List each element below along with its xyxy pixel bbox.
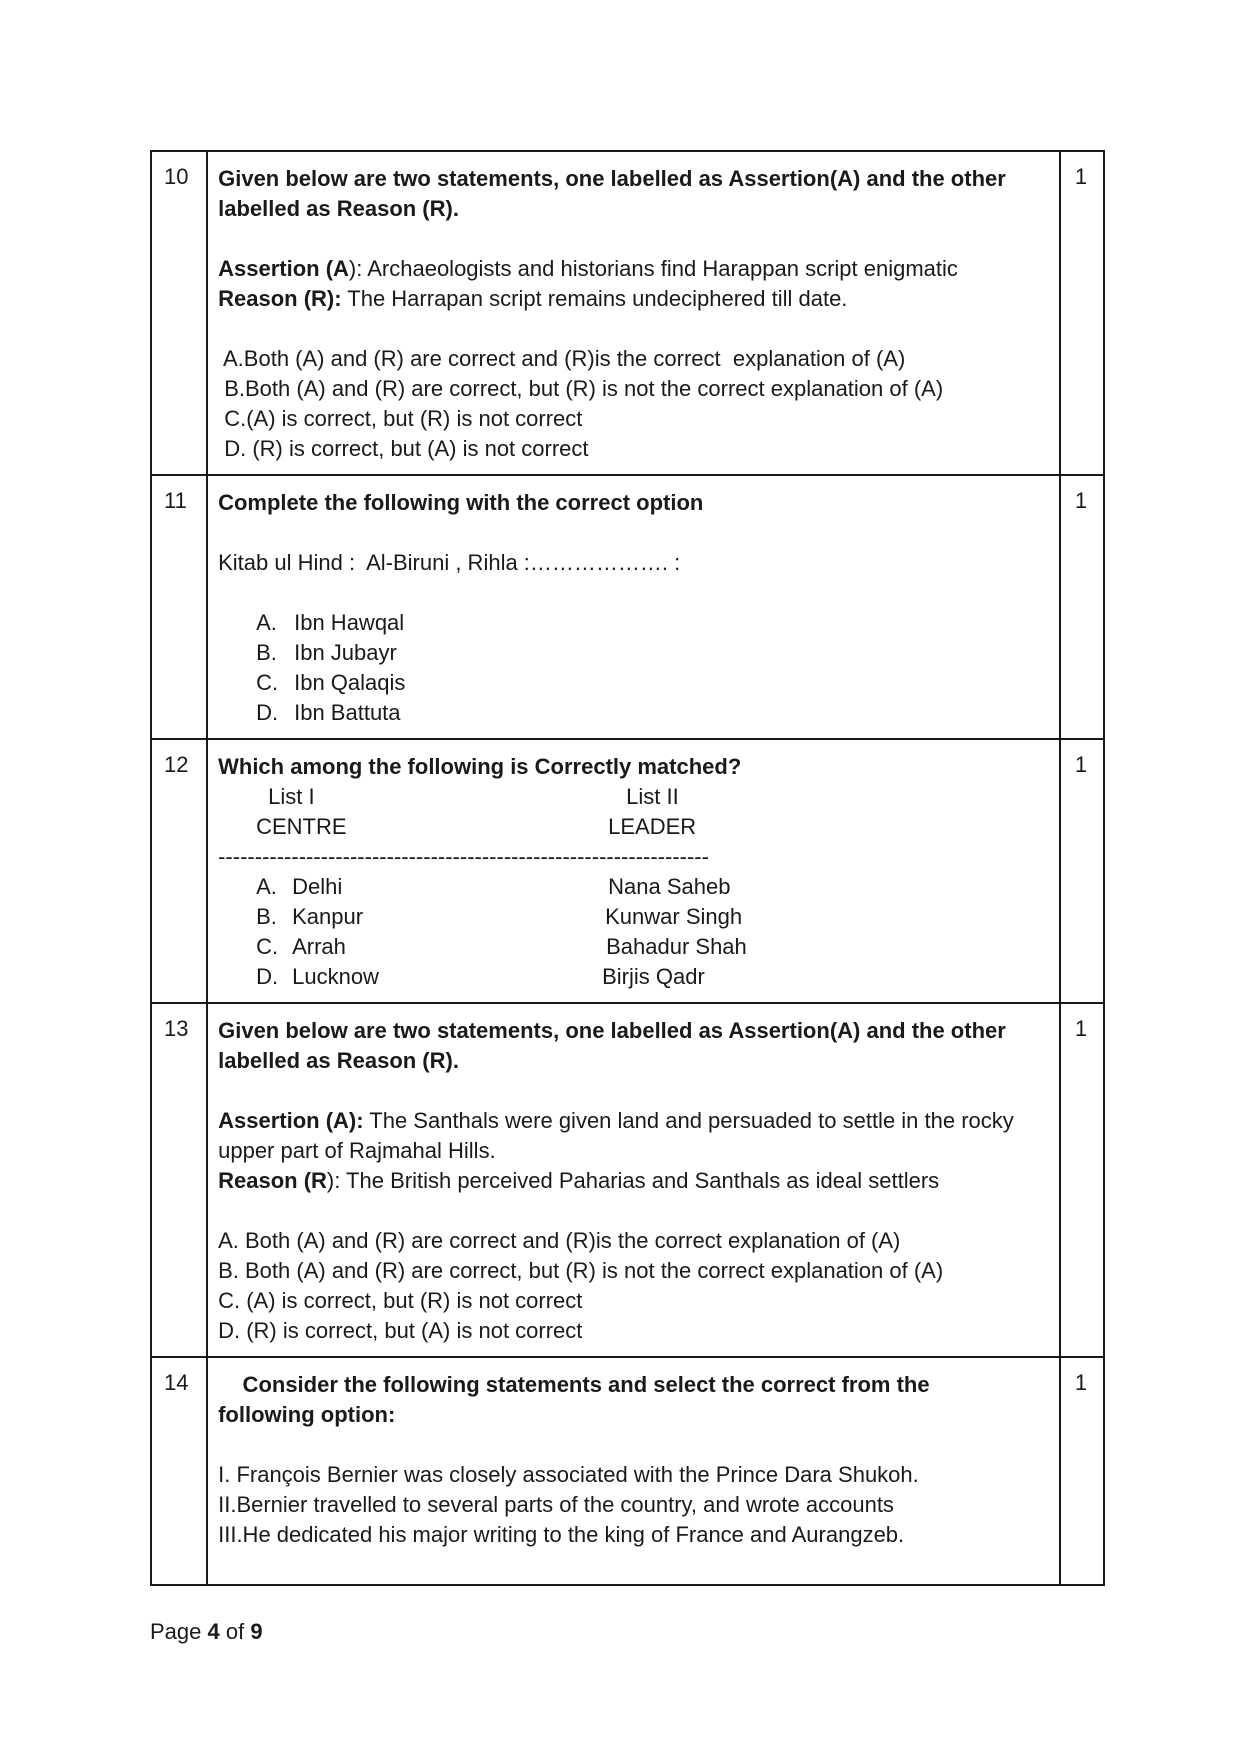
row-letter: B. — [256, 904, 277, 929]
question-row-14 — [151, 1357, 1104, 1585]
footer-total-pages: 9 — [250, 1619, 263, 1644]
row-left: Delhi — [292, 874, 343, 899]
option: B.Both (A) and (R) are correct, but (R) is not the correct explanation of (A) — [218, 376, 944, 401]
reason-label: Reason (R): — [218, 286, 342, 311]
reason-text: ): The British perceived Paharias and Santhals as ideal settlers — [326, 1168, 940, 1193]
question-heading: Complete the following with the correct option — [218, 490, 704, 515]
option: D. (R) is correct, but (A) is not correct — [218, 436, 589, 461]
question-body — [207, 475, 1060, 739]
question-marks: 1 — [1060, 151, 1104, 475]
assertion-text: ): Archaeologists and historians find Harappan script enigmatic — [348, 256, 958, 281]
match-row — [218, 932, 1049, 962]
option: D. (R) is correct, but (A) is not correct — [218, 1318, 583, 1343]
option-letter: C. — [256, 670, 279, 695]
question-number: 13 — [151, 1003, 207, 1357]
option-letter: B. — [256, 640, 277, 665]
question-body — [207, 1357, 1060, 1585]
option-text: Ibn Hawqal — [294, 610, 405, 635]
page-footer — [150, 1617, 263, 1647]
row-letter: A. — [256, 874, 277, 899]
reason — [218, 1166, 1049, 1196]
question-row-13 — [151, 1003, 1104, 1357]
question-heading: following option: — [218, 1402, 396, 1427]
question-number: 12 — [151, 739, 207, 1003]
column-headers — [218, 812, 1049, 842]
row-right: Kunwar Singh — [605, 904, 743, 929]
question-number: 11 — [151, 475, 207, 739]
reason-label: Reason (R — [218, 1168, 327, 1193]
match-row — [218, 872, 1049, 902]
question-number: 10 — [151, 151, 207, 475]
row-right: Birjis Qadr — [602, 964, 705, 989]
row-left: Kanpur — [292, 904, 364, 929]
question-prompt: Kitab ul Hind : Al-Biruni , Rihla :………………. : — [218, 550, 681, 575]
question-body — [207, 1003, 1060, 1357]
question-row-12 — [151, 739, 1104, 1003]
question-heading: Which among the following is Correctly matched? — [218, 754, 742, 779]
question-row-10 — [151, 151, 1104, 475]
footer-prefix: Page — [150, 1619, 208, 1644]
option: B. Both (A) and (R) are correct, but (R) is not the correct explanation of (A) — [218, 1258, 944, 1283]
option — [218, 668, 1049, 698]
row-left: Arrah — [292, 934, 346, 959]
option-letter: D. — [256, 700, 279, 725]
reason — [218, 284, 1049, 314]
question-row-11 — [151, 475, 1104, 739]
question-heading: Given below are two statements, one labelled as Assertion(A) and the other — [218, 1018, 1006, 1043]
assertion-continued: upper part of Rajmahal Hills. — [218, 1138, 496, 1163]
option-text: Ibn Qalaqis — [294, 670, 406, 695]
statement: III.He dedicated his major writing to the king of France and Aurangzeb. — [218, 1522, 905, 1547]
option-text: Ibn Jubayr — [294, 640, 397, 665]
option: A. Both (A) and (R) are correct and (R)is the correct explanation of (A) — [218, 1228, 901, 1253]
row-letter: C. — [256, 934, 279, 959]
question-heading: labelled as Reason (R). — [218, 196, 459, 221]
question-heading: labelled as Reason (R). — [218, 1048, 459, 1073]
col1-header: CENTRE — [256, 814, 347, 839]
question-heading: Consider the following statements and select the correct from the — [218, 1372, 930, 1397]
row-letter: D. — [256, 964, 279, 989]
option: C.(A) is correct, but (R) is not correct — [218, 406, 583, 431]
list-labels — [218, 782, 1049, 812]
question-marks: 1 — [1060, 1357, 1104, 1585]
assertion-text: The Santhals were given land and persuaded to settle in the rocky — [363, 1108, 1014, 1133]
question-body — [207, 151, 1060, 475]
statement: I. François Bernier was closely associated with the Prince Dara Shukoh. — [218, 1462, 919, 1487]
match-row — [218, 962, 1049, 992]
option — [218, 608, 1049, 638]
question-marks: 1 — [1060, 1003, 1104, 1357]
question-marks: 1 — [1060, 475, 1104, 739]
assertion — [218, 1106, 1049, 1136]
assertion — [218, 254, 1049, 284]
row-right: Nana Saheb — [608, 874, 731, 899]
separator-line: ------------------------------------------------------------------- — [218, 844, 709, 869]
question-number: 14 — [151, 1357, 207, 1585]
statement: II.Bernier travelled to several parts of the country, and wrote accounts — [218, 1492, 894, 1517]
assertion-label: Assertion (A): — [218, 1108, 364, 1133]
option: A.Both (A) and (R) are correct and (R)is the correct explanation of (A) — [218, 346, 906, 371]
footer-current-page: 4 — [207, 1619, 220, 1644]
row-right: Bahadur Shah — [606, 934, 747, 959]
option — [218, 698, 1049, 728]
reason-text: The Harrapan script remains undeciphered till date. — [341, 286, 848, 311]
assertion-label: Assertion (A — [218, 256, 349, 281]
list1-label: List I — [268, 784, 315, 809]
question-body — [207, 739, 1060, 1003]
option — [218, 638, 1049, 668]
question-heading: Given below are two statements, one labelled as Assertion(A) and the other — [218, 166, 1006, 191]
footer-middle: of — [219, 1619, 251, 1644]
questions-table — [150, 150, 1105, 1586]
match-row — [218, 902, 1049, 932]
row-left: Lucknow — [292, 964, 379, 989]
list2-label: List II — [626, 784, 679, 809]
col2-header: LEADER — [608, 814, 697, 839]
option: C. (A) is correct, but (R) is not correct — [218, 1288, 583, 1313]
question-marks: 1 — [1060, 739, 1104, 1003]
option-text: Ibn Battuta — [294, 700, 401, 725]
option-letter: A. — [256, 610, 277, 635]
